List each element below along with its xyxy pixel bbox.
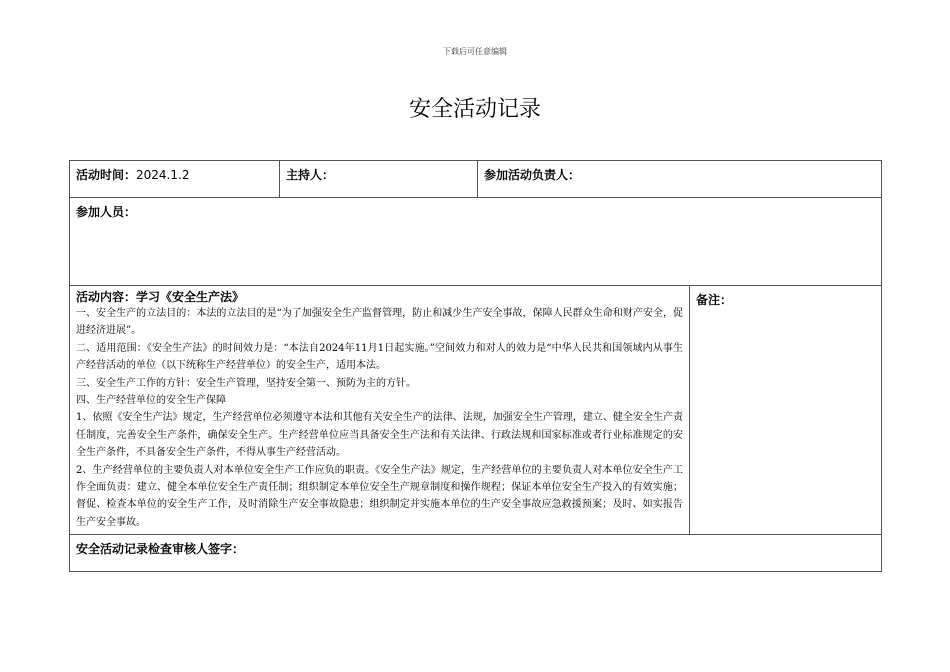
participants-row <box>70 198 882 286</box>
activity-time-value: 2024.1.2 <box>136 168 190 182</box>
activity-time-cell <box>70 161 280 198</box>
content-paragraph: 二、适用范围：《安全生产法》的时间效力是：“本法自2024年11月1日起实施。”空间效力和对人的效力是“中华人民共和国领域内从事生产经营活动的单位（以下统称生产经营单位）的安全生产，适用本法。 <box>76 342 683 372</box>
content-paragraph: 三、安全生产工作的方针：安全生产管理，坚持安全第一、预防为主的方针。 <box>76 377 416 389</box>
content-cell <box>70 286 690 535</box>
participants-label: 参加人员： <box>76 205 137 219</box>
host-label: 主持人： <box>286 168 335 182</box>
content-label: 活动内容：学习《安全生产法》 <box>76 290 245 304</box>
content-paragraph: 一、安全生产的立法目的：本法的立法目的是“为了加强安全生产监督管理，防止和减少生产安全事故，保障人民群众生命和财产安全，促进经济进展”。 <box>76 308 683 337</box>
content-paragraph: 1、依照《安全生产法》规定，生产经营单位必须遵守本法和其他有关安全生产的法律、法规，加强安全生产管理，建立、健全安全生产责任制度，完善安全生产条件，确保安全生产。生产经营单位应当具备安全生产法和有关法律、行政法规和国家标准或者行业标准规定的安全生产条件，不具备安全生产条件，不得从事生产经营活动。 <box>76 412 683 459</box>
leader-cell <box>478 161 882 198</box>
remarks-label: 备注： <box>696 293 733 307</box>
document-title: 安全活动记录 <box>408 97 541 122</box>
header-note: 下载后可任意编辑 <box>443 47 507 56</box>
content-paragraph: 2、生产经营单位的主要负责人对本单位安全生产工作应负的职责。《安全生产法》规定，生产经营单位的主要负责人对本单位安全生产工作全面负责：建立、健全本单位安全生产责任制；组织制定本单位安全生产规章制度和操作规程；保证本单位安全生产投入的有效实施；督促、检查本单位的安全生产工作，及时消除生产安全事故隐患；组织制定并实施本单位的生产安全事故应急救援预案；及时、如实报告生产安全事故。 <box>76 464 683 528</box>
reviewer-signature-label: 安全活动记录检查审核人签字： <box>76 542 245 557</box>
info-row <box>70 161 882 198</box>
content-row <box>70 286 882 535</box>
activity-record-table <box>69 160 882 572</box>
leader-label: 参加活动负责人： <box>484 168 581 182</box>
remarks-cell <box>690 286 882 535</box>
reviewer-row <box>70 535 882 572</box>
host-cell <box>280 161 478 198</box>
reviewer-cell <box>70 535 882 572</box>
content-paragraph: 四、生产经营单位的安全生产保障 <box>76 395 226 407</box>
activity-time-label: 活动时间： <box>76 168 137 182</box>
participants-cell <box>70 198 882 286</box>
